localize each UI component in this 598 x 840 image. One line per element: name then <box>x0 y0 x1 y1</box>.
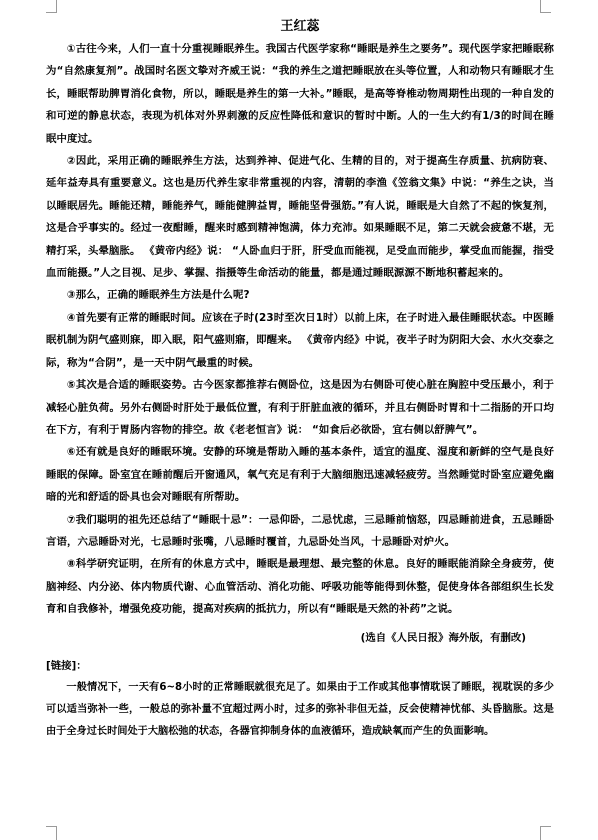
paragraph-4: ④首先要有正常的睡眠时间。应该在子时(23时至次日1时）以前上床，在子时进入最佳睡眠状态。中医睡眠机制为阴气盛则寐，即入眠，阳气盛则寤，即醒来。 《黄帝内经》中说，夜半子时为阴阳大会、水火交泰之际，称为“合阴”，是一天中阴气最重的时候。 <box>46 311 554 369</box>
crop-mark-bottom-right <box>540 826 551 840</box>
source-note: (选自《人民日报》海外版，有删改) <box>360 631 526 644</box>
crop-mark-bottom-left <box>46 826 57 840</box>
paragraph-6: ⑥还有就是良好的睡眠环境。安静的环境是帮助入睡的基本条件，适宜的温度、湿度和新鲜的空气是良好睡眠的保障。卧室宜在睡前醒后开窗通风，氧气充足有利于大脑细胞迅速减轻疲劳。当然睡觉时卧室应避免幽暗的光和舒适的卧具也会对睡眠有所帮助。 <box>46 446 554 504</box>
article-title: 王红蕊 <box>280 19 320 34</box>
paragraph-8: ⑧科学研究证明，在所有的休息方式中，睡眠是最理想、最完整的休息。良好的睡眠能消除全身疲劳，使脑神经、内分泌、体内物质代谢、心血管活动、消化功能、呼吸功能等能得到休整，促使身体各部组织生长发育和自我修补，增强免疫功能，提高对疾病的抵抗力，所以有“睡眠是天然的补药”之说。 <box>46 558 554 616</box>
link-label: [链接]： <box>46 659 87 672</box>
paragraph-7: ⑦我们聪明的祖先还总结了“睡眠十忌”：一忌仰卧，二忌忧虑，三忌睡前恼怒，四忌睡前进食，五忌睡卧言语，六忌睡卧对光，七忌睡时张嘴，八忌睡时覆首，九忌卧处当风，十忌睡卧对炉火。 <box>46 513 554 548</box>
crop-mark-top-left <box>46 0 57 13</box>
paragraph-2: ②因此，采用正确的睡眠养生方法，达到养神、促进气化、生精的目的，对于提高生存质量、抗病防衰、延年益寿具有重要意义。这也是历代养生家非常重视的内容，清朝的李渔《笠翁文集》中说：“养生之诀，当以睡眠居先。睡能还精，睡能养气，睡能健脾益胃，睡能坚骨强筋。”有人说，睡眠是大自然了不起的恢复剂，这是合乎事实的。经过一夜酣睡，醒来时感到精神饱满，体力充沛。如果睡眠不足，第二天就会疲惫不堪，无精打采，头晕脑胀。 《黄帝内经》说： “人卧血归于肝，肝受血而能视，足受血而能步，掌受血而能握，指受血而能摄。”人之目视、足步、掌握、指摄等生命活动的能量，都是通过睡眠源源不断地积蓄起来的。 <box>46 155 554 280</box>
paragraph-3: ③那么，正确的睡眠养生方法是什么呢? <box>66 289 250 302</box>
document-page <box>46 18 554 744</box>
paragraph-5: ⑤其次是合适的睡眠姿势。古今医家都推荐右侧卧位，这是因为右侧卧可使心脏在胸腔中受压最小，利于减轻心脏负荷。另外右侧卧时肝处于最低位置，有利于肝脏血液的循环，并且右侧卧时胃和十二指肠的开口均在下方，有利于胃肠内容物的排空。故《老老恒言》说： “如食后必欲卧，宜右侧以舒脾气”。 <box>46 379 554 436</box>
paragraph-1: ①古往今来，人们一直十分重视睡眠养生。我国古代医学家称“睡眠是养生之要务”。现代医学家把睡眠称为“自然康复剂”。战国时名医文挚对齐威王说：“我的养生之道把睡眠放在头等位置，人和动物只有睡眠才生长，睡眠帮助脾胃消化食物，所以，睡眠是养生的第一大补。”睡眠，是高等脊椎动物周期性出现的一种自发的和可逆的静息状态，表现为机体对外界刺激的反应性降低和意识的暂时中断。人的一生大约有1/3的时间在睡眠中度过。 <box>46 43 554 145</box>
link-paragraph: 一般情况下，一天有6~8小时的正常睡眠就很充足了。如果由于工作或其他事情耽误了睡眠，视耽误的多少可以适当弥补一些，一般总的弥补量不宜超过两小时，过多的弥补非但无益，反会使精神忧郁、头昏脑胀。这是由于全身过长时间处于大脑松弛的状态，各器官抑制身体的血液循环，造成缺氧而产生的负面影响。 <box>46 681 554 738</box>
crop-mark-top-right <box>540 0 551 13</box>
